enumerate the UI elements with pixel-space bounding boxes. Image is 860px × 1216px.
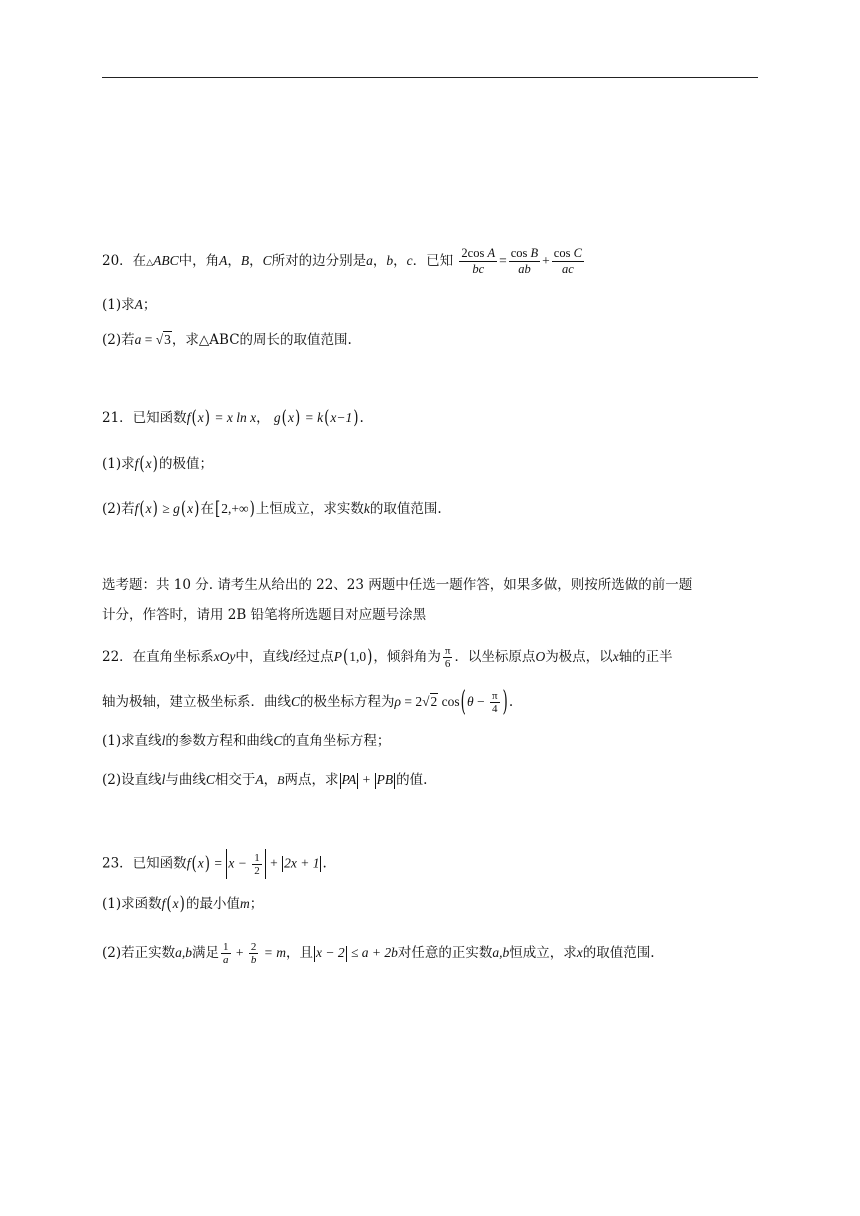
fraction-pi-over-6: $\frac{\pi}{6}$ xyxy=(444,645,451,670)
fraction-pi-over-4: $\frac{\pi}{4}$ xyxy=(491,690,498,715)
q23-part2: (2)若正实数a,b满足 $\frac{1}{a}$ + $\frac{2}{b}$ = m，且 x − 2 ≤ a + 2b对任意的正实数a,b恒成立，求x的取值范围. xyxy=(102,941,655,966)
fraction-1-over-2: $\frac{1}{2}$ xyxy=(254,851,260,877)
fraction-cosB-over-ab: $\frac{\text{cos B}}{ab}$ xyxy=(510,246,539,276)
elective-note-line1: 选考题：共 10 分. 请考生从给出的 22、23 两题中任选一题作答，如果多做，则按所选做的前一题 xyxy=(102,577,693,593)
fraction-2cosA-over-bc: $\frac{\text{2cos A}}{bc}$ xyxy=(461,246,496,276)
elective-note-line2: 计分，作答时，请用 2B 铅笔将所选题目对应题号涂黑 xyxy=(102,607,427,623)
sqrt-2: √2 xyxy=(422,694,438,709)
sqrt-3: √3 xyxy=(155,332,171,347)
q20-stem: 20．在△ABC中，角A，B，C所对的边分别是a，b，c．已知 $\frac{\text{2cos A}}{bc}$ = $\frac{\text{cos B}}{ab}$ + $\frac{\text{cos C}}{ac}$ xyxy=(102,246,582,276)
header-rule xyxy=(102,77,758,78)
q23-stem: 23．已知函数f(x) = x − $\frac{1}{2}$ + 2x + 1 . xyxy=(102,849,327,879)
q20-part2: (2)若a = √3，求△ABC的周长的取值范围. xyxy=(102,332,352,348)
q22-stem-line1: 22．在直角坐标系xOy中，直线l经过点P(1,0)，倾斜角为 $\frac{\pi}{6}$ ．以坐标原点O为极点，以x轴的正半 xyxy=(102,645,673,670)
q23-part1: (1)求函数f(x)的最小值m； xyxy=(102,893,264,915)
q21-part1: (1)求f(x)的极值； xyxy=(102,453,213,475)
fraction-2-over-b: $\frac{2}{b}$ xyxy=(250,941,257,966)
q22-stem-line2: 轴为极轴，建立极坐标系．曲线C的极坐标方程为ρ = 2√2 cos(θ − $\frac{\pi}{4}$ ). xyxy=(102,685,514,719)
q21-part2: (2)若f(x) ≥ g(x)在[2,+∞)上恒成立，求实数k的取值范围. xyxy=(102,498,442,520)
q22-part1: (1)求直线l的参数方程和曲线C的直角坐标方程； xyxy=(102,733,391,749)
q20-part1: (1)求A； xyxy=(102,297,157,313)
q22-part2: (2)设直线l与曲线C相交于A，B两点，求 PA + PB 的值. xyxy=(102,772,428,788)
q21-stem: 21．已知函数f(x) = x ln x， g(x) = k(x−1). xyxy=(102,407,364,429)
fraction-1-over-a: $\frac{1}{a}$ xyxy=(223,941,229,966)
fraction-cosC-over-ac: $\frac{\text{cos C}}{ac}$ xyxy=(553,246,582,276)
